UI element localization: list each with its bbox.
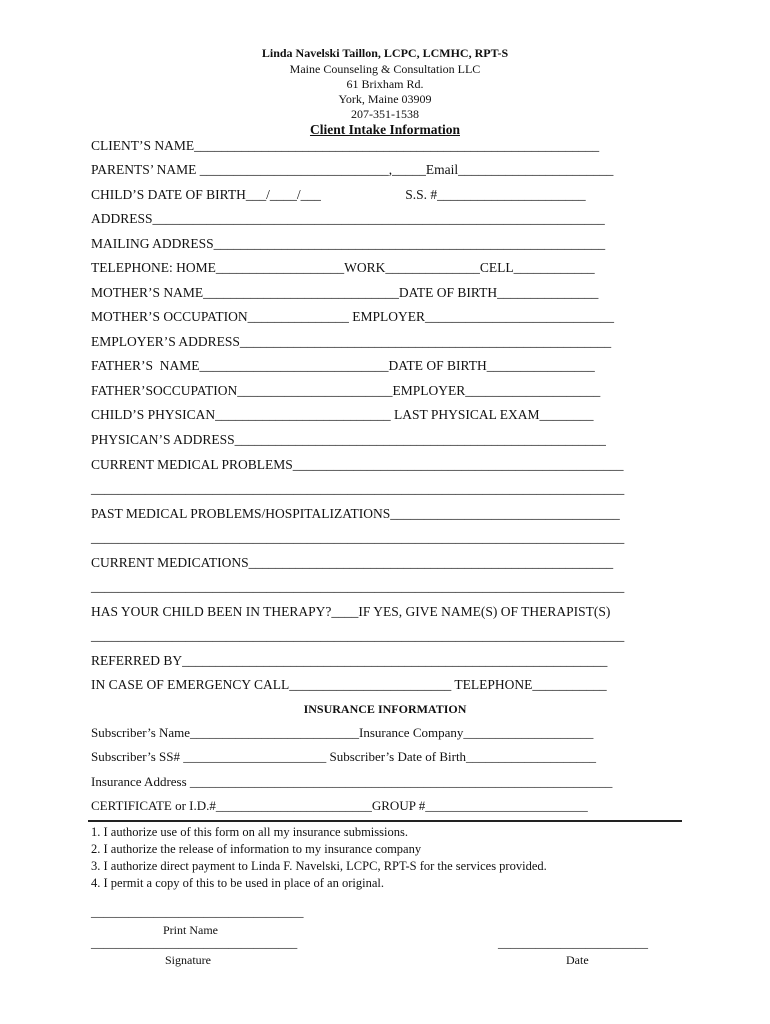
form-title: Client Intake Information — [309, 122, 460, 137]
referred-by-field[interactable]: REFERRED BY_______________________________________________________________ — [91, 653, 608, 668]
employer-address-field[interactable]: EMPLOYER’S ADDRESS_______________________________________________________ — [91, 334, 612, 349]
subscriber-ss-field[interactable]: Subscriber’s SS# ______________________ Subscriber’s Date of Birth____________________ — [91, 749, 597, 764]
section-divider — [88, 820, 682, 822]
blank-line[interactable]: _______________________________________________________________________________ — [91, 481, 625, 496]
city-address: York, Maine 03909 — [338, 92, 432, 106]
authorization-3: 3. I authorize direct payment to Linda F. Navelski, LCPC, RPT-S for the services provided. — [91, 859, 547, 873]
physician-field[interactable]: CHILD’S PHYSICAN__________________________ LAST PHYSICAL EXAM________ — [91, 407, 594, 422]
emergency-contact-field[interactable]: IN CASE OF EMERGENCY CALL________________________ TELEPHONE___________ — [91, 677, 607, 692]
signature-label: Signature — [165, 953, 211, 967]
authorization-4: 4. I permit a copy of this to be used in place of an original. — [91, 876, 384, 890]
certificate-group-field[interactable]: CERTIFICATE or I.D.#________________________GROUP #_________________________ — [91, 798, 588, 813]
blank-line[interactable]: _______________________________________________________________________________ — [91, 530, 625, 545]
mother-occupation-field[interactable]: MOTHER’S OCCUPATION_______________ EMPLOYER____________________________ — [91, 309, 615, 324]
print-name-label: Print Name — [163, 923, 218, 937]
father-name-field[interactable]: FATHER’S NAME____________________________DATE OF BIRTH________________ — [91, 358, 595, 373]
current-medications-field[interactable]: CURRENT MEDICATIONS______________________________________________________ — [91, 555, 614, 570]
father-occupation-field[interactable]: FATHER’SOCCUPATION_______________________EMPLOYER____________________ — [91, 383, 601, 398]
signature-line[interactable]: _________________________________ — [91, 936, 298, 950]
practitioner-name: Linda Navelski Taillon, LCPC, LCMHC, RPT-S — [261, 46, 509, 60]
date-line[interactable]: ________________________ — [498, 936, 648, 950]
authorization-2: 2. I authorize the release of information to my insurance company — [91, 842, 422, 856]
phone-number: 207-351-1538 — [351, 107, 419, 121]
current-medical-problems-field[interactable]: CURRENT MEDICAL PROBLEMS_________________________________________________ — [91, 457, 624, 472]
past-medical-problems-field[interactable]: PAST MEDICAL PROBLEMS/HOSPITALIZATIONS__________________________________ — [91, 506, 620, 521]
telephone-field[interactable]: TELEPHONE: HOME___________________WORK______________CELL____________ — [91, 260, 595, 275]
blank-line[interactable]: _______________________________________________________________________________ — [91, 579, 625, 594]
parents-name-field[interactable]: PARENTS’ NAME ____________________________,_____Email_______________________ — [91, 162, 614, 177]
print-name-line[interactable]: __________________________________ — [91, 905, 304, 919]
insurance-address-field[interactable]: Insurance Address _________________________________________________________________ — [91, 774, 613, 789]
blank-line[interactable]: _______________________________________________________________________________ — [91, 628, 625, 643]
mailing-address-field[interactable]: MAILING ADDRESS__________________________________________________________ — [91, 236, 606, 251]
subscriber-name-field[interactable]: Subscriber’s Name__________________________Insurance Company____________________ — [91, 725, 594, 740]
child-dob-field[interactable]: CHILD’S DATE OF BIRTH___/____/___ S.S. #______________________ — [91, 187, 586, 202]
mother-name-field[interactable]: MOTHER’S NAME_____________________________DATE OF BIRTH_______________ — [91, 285, 599, 300]
client-name-field[interactable]: CLIENT’S NAME____________________________________________________________ — [91, 138, 600, 153]
therapy-history-field[interactable]: HAS YOUR CHILD BEEN IN THERAPY?____IF YES, GIVE NAME(S) OF THERAPIST(S) — [91, 604, 611, 619]
address-field[interactable]: ADDRESS___________________________________________________________________ — [91, 211, 605, 226]
date-label: Date — [566, 953, 589, 967]
practice-name: Maine Counseling & Consultation LLC — [289, 62, 481, 76]
street-address: 61 Brixham Rd. — [346, 77, 424, 91]
authorization-1: 1. I authorize use of this form on all my insurance submissions. — [91, 825, 408, 839]
physician-address-field[interactable]: PHYSICAN’S ADDRESS_______________________________________________________ — [91, 432, 606, 447]
insurance-section-title: INSURANCE INFORMATION — [303, 702, 467, 716]
